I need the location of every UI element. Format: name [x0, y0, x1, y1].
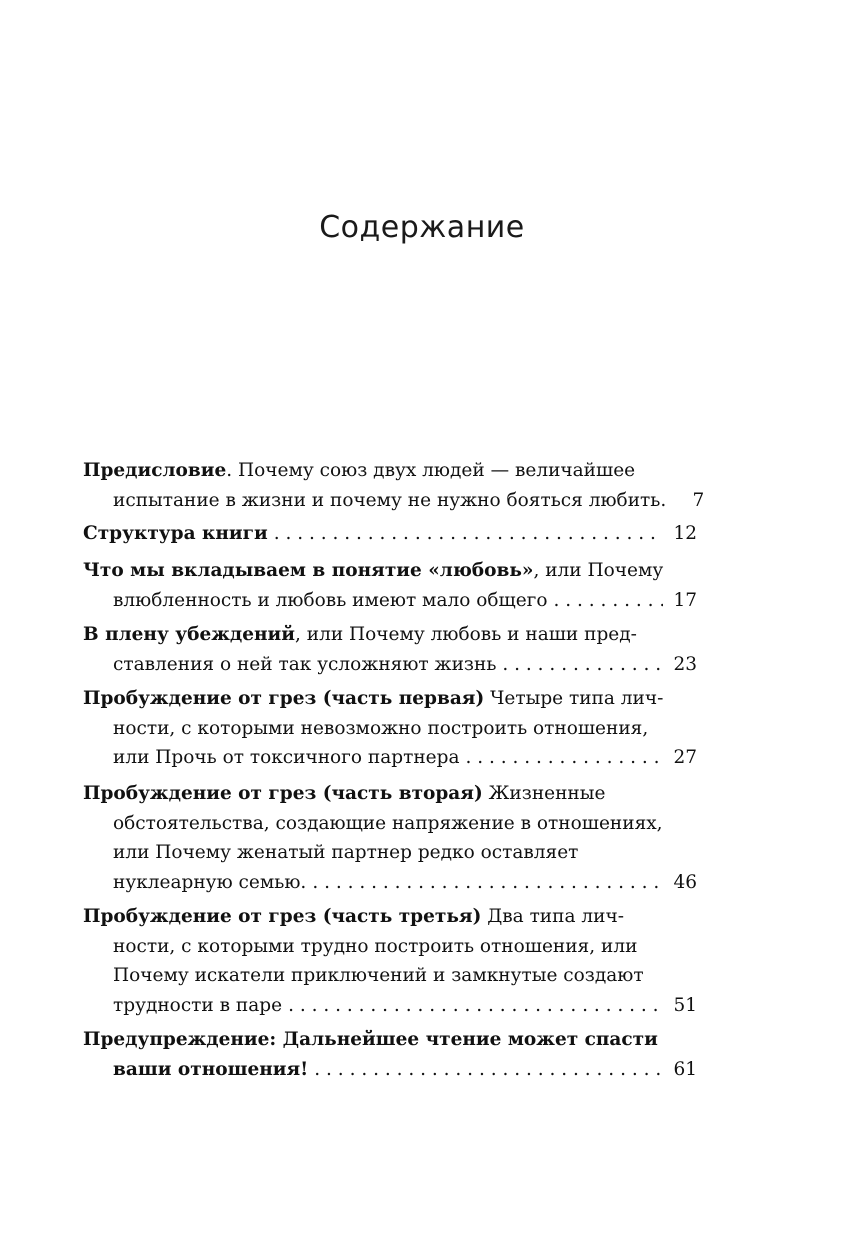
toc-entry-text: или Прочь от токсичного партнера: [113, 747, 460, 768]
toc-entry-text: , или Почему любовь и наши пред-: [294, 624, 637, 645]
toc-entry[interactable]: [83, 456, 705, 515]
toc-line-text: [113, 1055, 308, 1085]
page-number: 27: [673, 747, 697, 768]
toc-entry-text: Почему искатели приключений и замкнутые создают: [113, 965, 644, 986]
toc-entry-text: нуклеарную семью.: [113, 871, 307, 893]
toc-line-text: [113, 486, 666, 516]
toc-line: [83, 868, 697, 898]
toc-line-text: [113, 650, 496, 680]
dot-leader: [465, 743, 663, 773]
toc-line: [83, 620, 697, 650]
toc-line-text: [113, 743, 459, 773]
toc-line-text: [83, 624, 637, 645]
page-number: 51: [673, 994, 697, 1016]
dot-leader: [288, 991, 663, 1021]
toc-line-text: [113, 718, 648, 739]
toc-line: [83, 1025, 697, 1055]
toc-line-text: [113, 991, 282, 1021]
toc-line-text: [83, 560, 663, 581]
dot-leader: [312, 868, 663, 898]
page-number: 7: [692, 489, 705, 511]
toc-entry-text: . Почему союз двух людей — величайшее: [226, 460, 636, 481]
toc-line: [83, 779, 697, 809]
toc-line-text: [83, 519, 268, 549]
toc-entry[interactable]: [83, 902, 697, 1020]
toc-entry-heading: Пробуждение от грез (часть вторая): [83, 783, 483, 804]
toc-entry[interactable]: [83, 1025, 697, 1084]
toc-line-text: [113, 842, 578, 863]
dot-leader: [554, 586, 664, 616]
toc-line: [83, 650, 697, 680]
page-number: 17: [673, 589, 697, 611]
toc-line: [83, 809, 697, 839]
toc-entry-heading: Предисловие: [83, 460, 227, 481]
toc-line: [83, 961, 697, 991]
toc-line: [83, 556, 697, 586]
dot-leader: [502, 650, 663, 680]
toc-entry-text: Четыре типа лич-: [484, 688, 664, 709]
page-number: 23: [673, 653, 697, 675]
toc-entry-text: Жизненные: [482, 783, 606, 804]
toc-entry[interactable]: [83, 684, 697, 773]
toc-line: [83, 902, 697, 932]
toc-entry-text: Два типа лич-: [481, 906, 624, 927]
toc-entry-text: ности, с которыми невозможно построить отношения,: [113, 717, 649, 739]
toc-line: [83, 486, 705, 516]
toc-entry-text: или Почему женатый партнер редко оставляет: [113, 842, 579, 863]
toc-entry-heading: Предупреждение: Дальнейшее чтение может спасти: [83, 1029, 658, 1050]
toc-line: [83, 586, 697, 616]
toc-entry[interactable]: [83, 556, 697, 615]
page-number: 61: [673, 1058, 697, 1080]
page-title: Содержание: [319, 210, 525, 245]
toc-entry-heading: Пробуждение от грез (часть первая): [83, 688, 485, 709]
toc-line: [83, 714, 697, 744]
toc-line-text: [83, 906, 624, 927]
toc-entry[interactable]: [83, 779, 697, 897]
toc-entry-heading: Что мы вкладываем в понятие «любовь»: [83, 560, 534, 581]
toc-entry-text: обстоятельства, создающие напряжение в отношениях,: [113, 812, 663, 834]
toc-line: [83, 684, 697, 714]
toc-entry[interactable]: [83, 620, 697, 679]
toc-line: [83, 991, 697, 1021]
toc-entry-text: трудности в паре: [113, 994, 283, 1016]
toc-entry-heading: Структура книги: [83, 523, 268, 544]
toc-entry-heading: Пробуждение от грез (часть третья): [83, 906, 482, 927]
toc-line-text: [113, 868, 306, 898]
toc-line-text: [83, 688, 663, 709]
toc-entry[interactable]: [83, 519, 697, 549]
toc-entry-text: , или Почему: [533, 560, 664, 581]
toc-entry-heading: ваши отношения!: [113, 1058, 309, 1080]
dot-leader: [314, 1055, 663, 1085]
toc-line: [83, 456, 697, 486]
toc-line: [83, 743, 697, 773]
toc-line: [83, 838, 697, 868]
toc-line-text: [113, 586, 548, 616]
toc-entry-text: ставления о ней так усложняют жизнь: [113, 653, 497, 675]
toc-line-text: [113, 936, 637, 957]
page-number: 46: [673, 871, 697, 893]
toc-line-text: [113, 965, 644, 986]
toc-entry-text: влюбленность и любовь имеют мало общего: [113, 589, 548, 611]
toc-entry-text: ности, с которыми трудно построить отношения, или: [113, 935, 638, 957]
toc-entry-text: испытание в жизни и почему не нужно бояться любить.: [113, 489, 667, 511]
toc-line: [83, 519, 697, 549]
toc-line-text: [113, 813, 663, 834]
toc-line: [83, 1055, 697, 1085]
toc-entry-heading: В плену убеждений: [83, 624, 295, 645]
toc-line: [83, 932, 697, 962]
toc-line-text: [83, 1029, 658, 1050]
toc-line-text: [83, 460, 635, 481]
toc-line-text: [83, 783, 605, 804]
dot-leader: [274, 519, 664, 549]
page-number: 12: [673, 523, 697, 544]
